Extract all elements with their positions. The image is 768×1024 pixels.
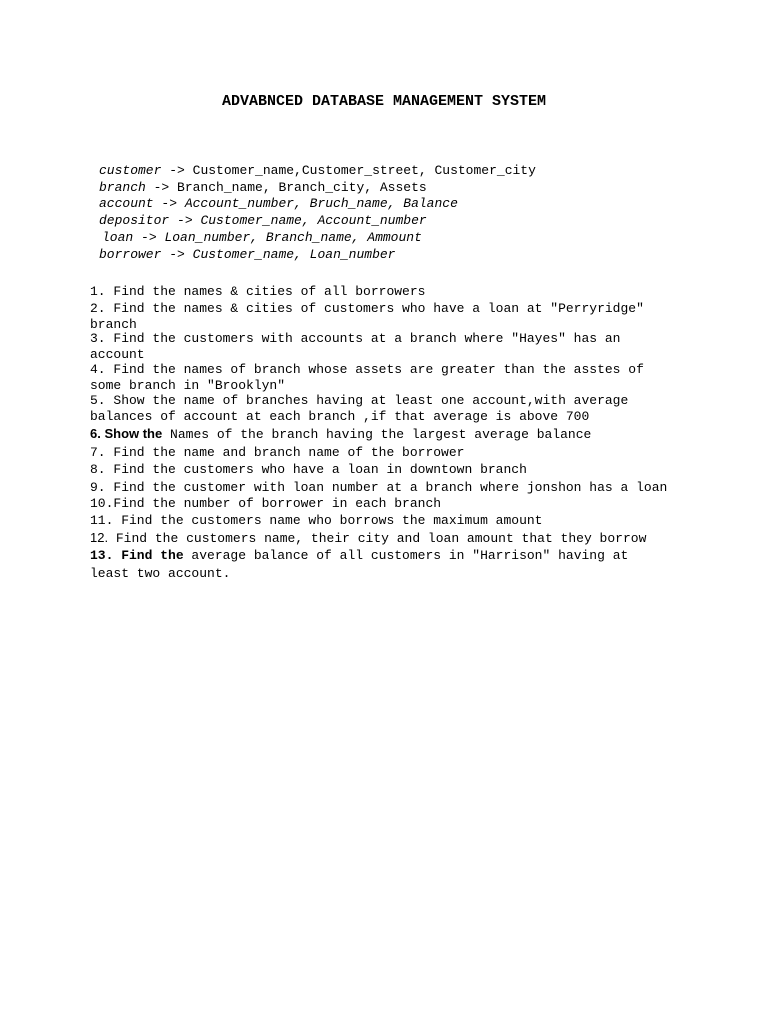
question-3-continued: account <box>90 347 145 362</box>
question-6: 6. Show the Names of the branch having the largest average balance <box>90 426 592 442</box>
question-12: 12. Find the customers name, their city and loan amount that they borrow <box>90 530 647 546</box>
relation-name: account <box>99 196 154 212</box>
schema-list <box>99 163 536 263</box>
schema-line-depositor: depositor -> Customer_name, Account_number <box>99 213 427 229</box>
relation-attributes: Account_number, Bruch_name, Balance <box>184 196 458 212</box>
question-3: 3. Find the customers with accounts at a branch where "Hayes" has an <box>90 331 621 346</box>
relation-name: branch <box>99 179 146 195</box>
question-8: 8. Find the customers who have a loan in downtown branch <box>90 462 527 477</box>
relation-name: borrower <box>99 246 162 262</box>
schema-line-customer: customer -> Customer_name,Customer_street, Customer_city <box>99 163 536 178</box>
question-2-continued: branch <box>90 317 137 332</box>
relation-name: depositor <box>99 213 170 229</box>
question-9: 9. Find the customer with loan number at a branch where jonshon has a loan <box>90 480 668 495</box>
question-10: 10.Find the number of borrower in each branch <box>90 496 442 511</box>
relation-attributes: Customer_name,Customer_street, Customer_city <box>192 163 536 178</box>
relation-attributes: Branch_name, Branch_city, Assets <box>177 179 427 195</box>
question-5-continued: balances of account at each branch ,if that average is above 700 <box>90 409 590 424</box>
question-11: 11. Find the customers name who borrows the maximum amount <box>90 513 543 528</box>
question-13: 13. Find the average balance of all customers in "Harrison" having at <box>90 548 629 563</box>
relation-attributes: Customer_name, Account_number <box>200 213 427 229</box>
question-7: 7. Find the name and branch name of the borrower <box>90 445 465 460</box>
schema-line-borrower: borrower -> Customer_name, Loan_number <box>99 246 396 262</box>
question-4: 4. Find the names of branch whose assets are greater than the asstes of <box>90 362 644 377</box>
question-5: 5. Show the name of branches having at least one account,with average <box>90 393 629 408</box>
question-2: 2. Find the names & cities of customers who have a loan at "Perryridge" <box>90 301 644 316</box>
schema-line-loan: loan -> Loan_number, Branch_name, Ammount <box>102 229 422 245</box>
question-13-continued: least two account. <box>90 566 231 581</box>
relation-name: loan <box>102 229 134 245</box>
schema-line-branch: branch -> Branch_name, Branch_city, Assets <box>99 179 427 195</box>
relation-name: customer <box>99 163 162 178</box>
page-title: ADVABNCED DATABASE MANAGEMENT SYSTEM <box>221 93 547 110</box>
question-1: 1. Find the names & cities of all borrowers <box>90 284 426 299</box>
schema-line-account: account -> Account_number, Bruch_name, Balance <box>99 196 458 212</box>
relation-attributes: Customer_name, Loan_number <box>192 246 396 262</box>
question-4-continued: some branch in "Brooklyn" <box>90 378 286 393</box>
relation-attributes: Loan_number, Branch_name, Ammount <box>164 229 422 245</box>
